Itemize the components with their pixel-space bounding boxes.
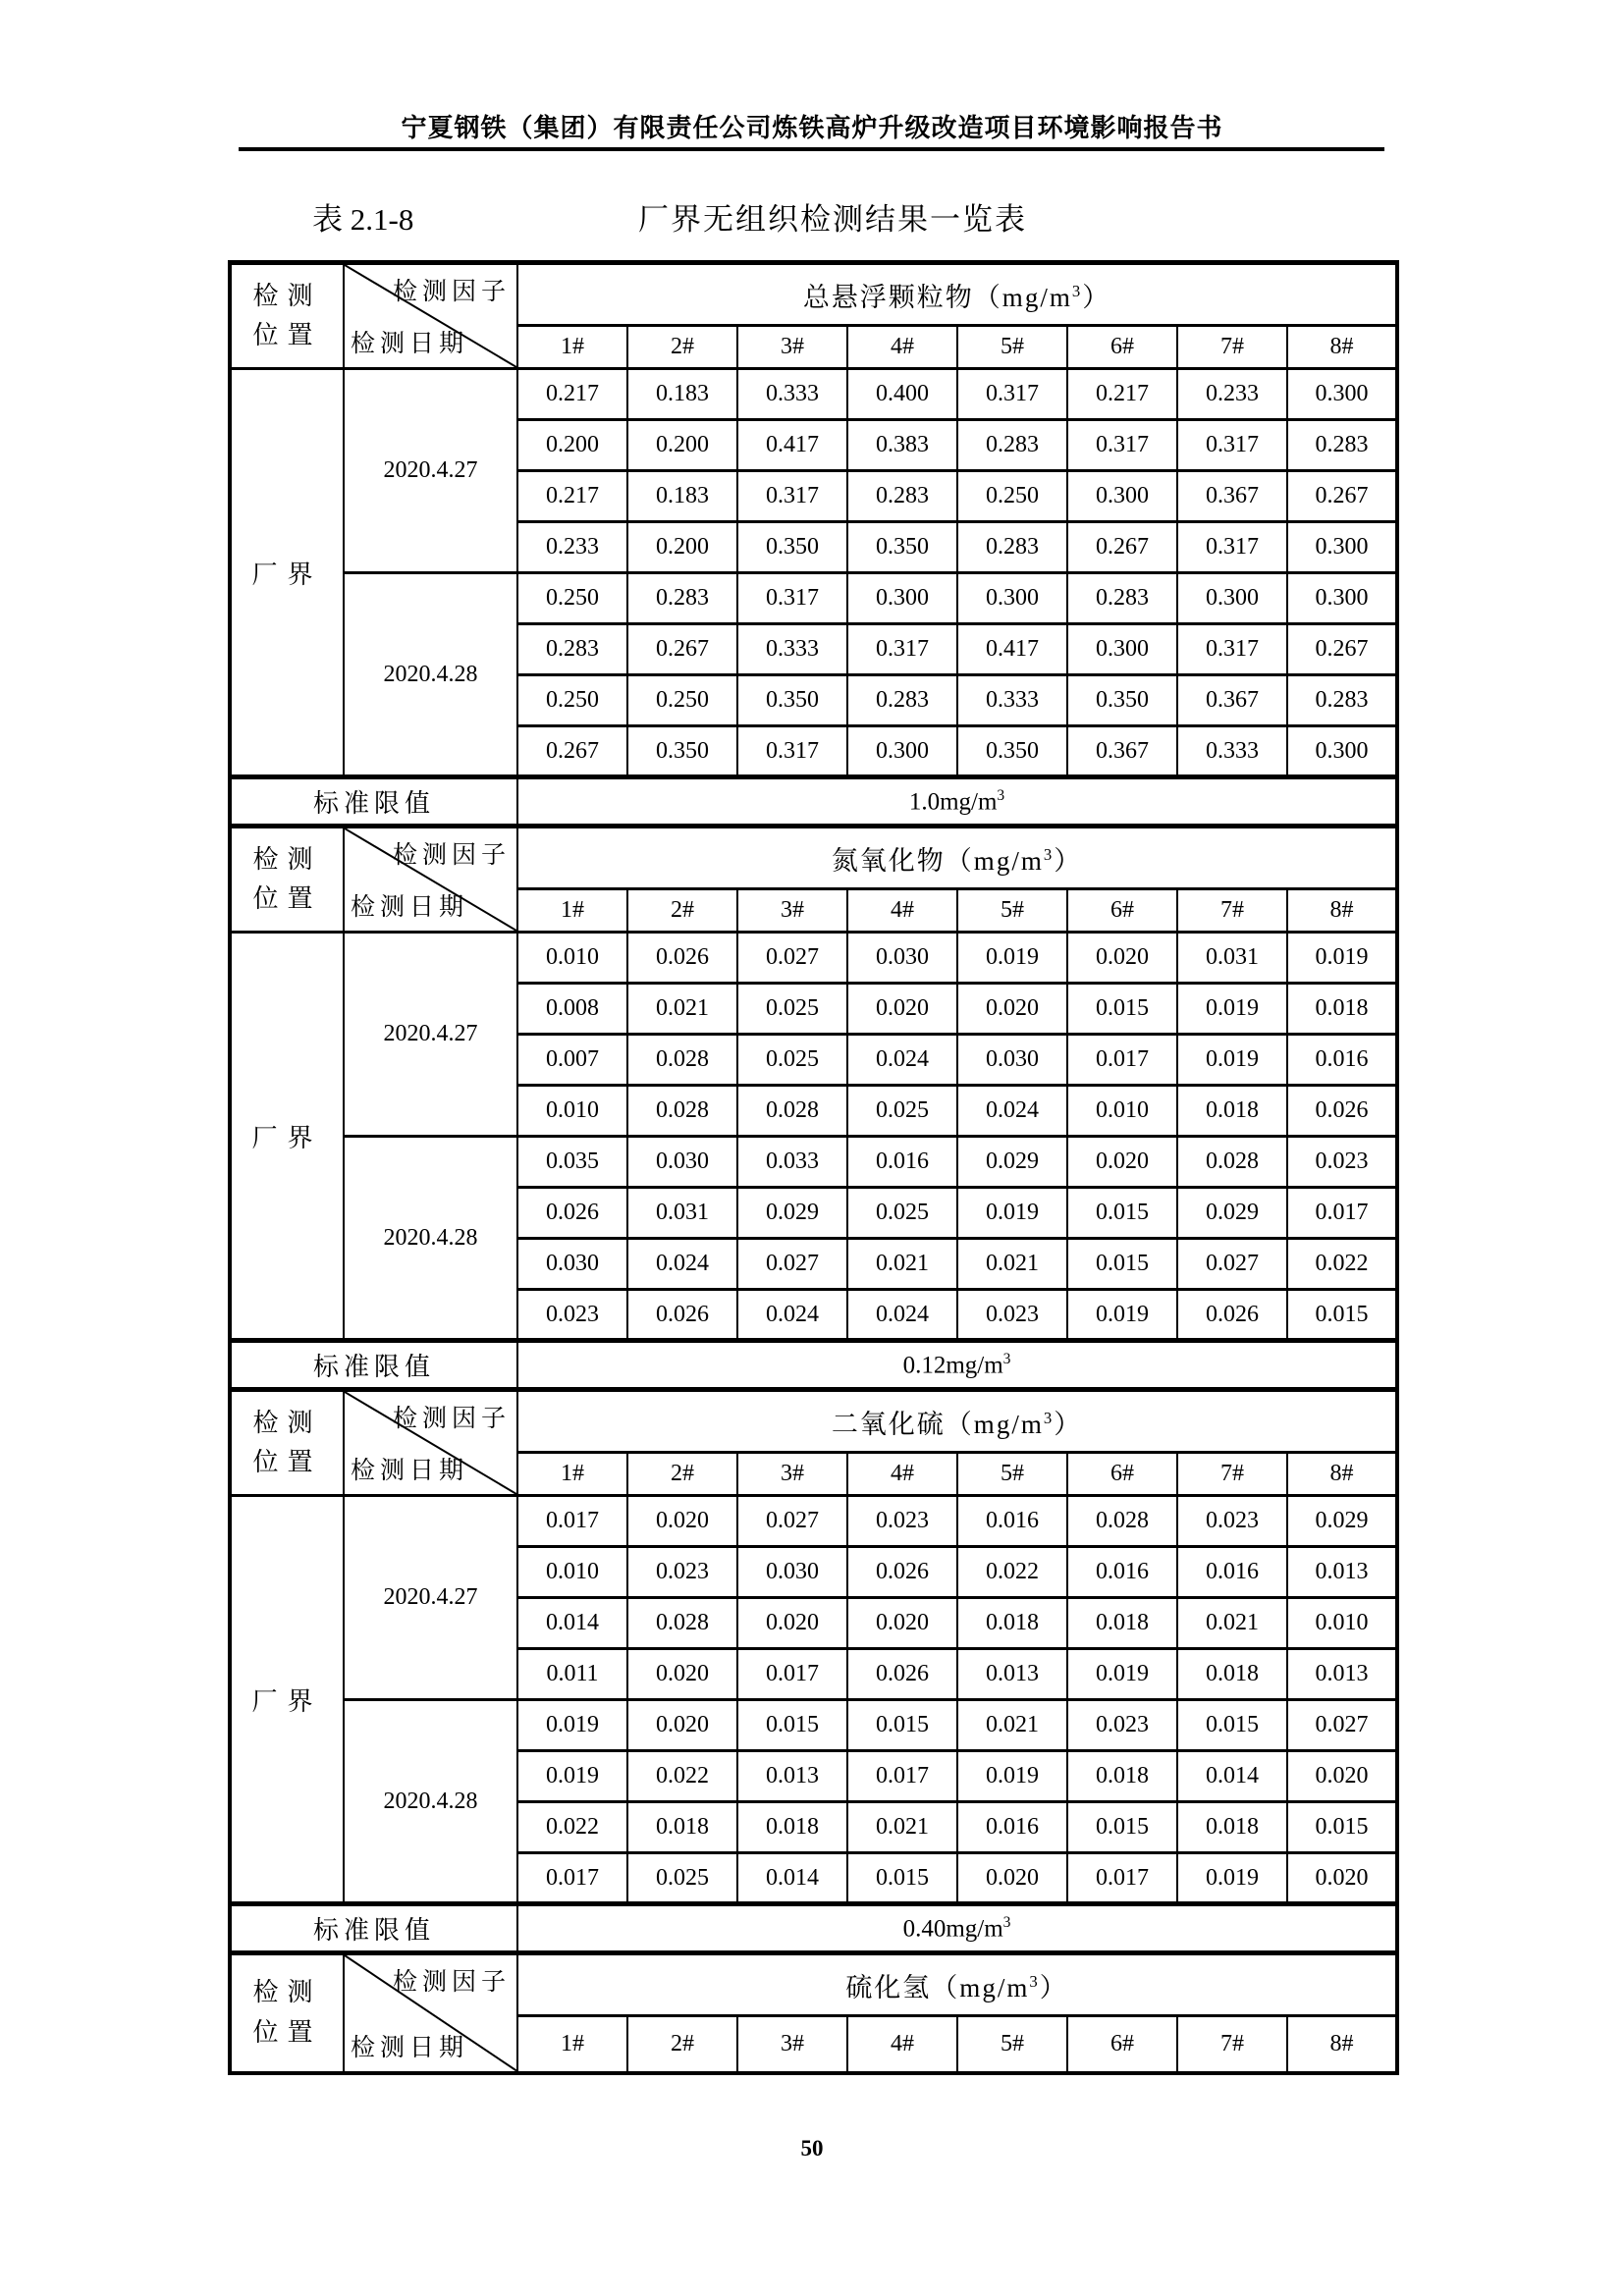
value-cell: 0.383	[847, 420, 957, 471]
value-cell: 0.350	[957, 726, 1067, 777]
value-cell: 0.027	[737, 1496, 847, 1547]
value-cell: 0.283	[847, 471, 957, 522]
value-cell: 0.021	[847, 1802, 957, 1853]
point-header-cell: 4#	[847, 1453, 957, 1496]
value-cell: 0.013	[1287, 1649, 1397, 1700]
value-cell: 0.015	[1067, 1188, 1177, 1239]
value-cell: 0.033	[737, 1137, 847, 1188]
value-cell: 0.028	[737, 1086, 847, 1137]
value-cell: 0.022	[957, 1547, 1067, 1598]
value-cell: 0.035	[517, 1137, 627, 1188]
point-header-cell: 1#	[517, 2016, 627, 2073]
factor-date-corner-cell	[344, 263, 517, 369]
date-header-label: 检测日期	[351, 894, 469, 921]
value-cell: 0.010	[517, 1086, 627, 1137]
point-header-cell: 4#	[847, 326, 957, 369]
value-cell: 0.031	[627, 1188, 737, 1239]
value-cell: 0.233	[1177, 369, 1287, 420]
pollutant-header-cell: 总悬浮颗粒物$(mg/m^3)$	[517, 263, 1397, 326]
position-header-label: 检测位置	[252, 1408, 322, 1476]
value-cell: 0.300	[1287, 522, 1397, 573]
value-cell: 0.283	[847, 675, 957, 726]
value-cell: 0.018	[1177, 1086, 1287, 1137]
value-cell: 0.217	[517, 471, 627, 522]
limit-row	[230, 1341, 1397, 1390]
date-cell: 2020.4.28	[344, 1137, 517, 1341]
factor-date-corner-cell	[344, 827, 517, 933]
value-cell: 0.250	[957, 471, 1067, 522]
point-header-cell: 1#	[517, 1453, 627, 1496]
value-cell: 0.317	[1067, 420, 1177, 471]
value-cell: 0.019	[1177, 1035, 1287, 1086]
value-cell: 0.018	[1287, 984, 1397, 1035]
limit-label-cell: 标准限值	[230, 1904, 517, 1953]
value-cell: 0.317	[737, 573, 847, 624]
value-cell: 0.283	[1287, 675, 1397, 726]
value-cell: 0.029	[1177, 1188, 1287, 1239]
value-cell: 0.025	[737, 984, 847, 1035]
table-row	[230, 933, 1397, 984]
point-header-cell: 2#	[627, 2016, 737, 2073]
limit-label-cell: 标准限值	[230, 1341, 517, 1390]
value-cell: 0.026	[517, 1188, 627, 1239]
value-cell: 0.025	[627, 1853, 737, 1904]
value-cell: 0.300	[847, 726, 957, 777]
factor-date-corner-cell	[344, 1390, 517, 1496]
point-header-cell: 6#	[1067, 2016, 1177, 2073]
value-cell: 0.028	[627, 1035, 737, 1086]
superscript-3: 3	[1002, 1913, 1011, 1931]
date-cell: 2020.4.28	[344, 573, 517, 777]
limit-value-cell: $1.0mg/m^3$	[517, 777, 1397, 827]
value-cell: 0.019	[1177, 984, 1287, 1035]
value-cell: 0.024	[847, 1290, 957, 1341]
value-cell: 0.023	[847, 1496, 957, 1547]
page-number: 50	[800, 2136, 824, 2161]
value-cell: 0.026	[627, 933, 737, 984]
position-header-cell	[230, 263, 344, 369]
value-cell: 0.023	[1287, 1137, 1397, 1188]
factor-header-label: 检测因子	[392, 279, 511, 305]
point-header-cell: 5#	[957, 889, 1067, 933]
value-cell: 0.300	[1067, 624, 1177, 675]
value-cell: 0.019	[1067, 1290, 1177, 1341]
superscript-3: 3	[1029, 1971, 1040, 1991]
value-cell: 0.333	[1177, 726, 1287, 777]
value-cell: 0.018	[1067, 1751, 1177, 1802]
value-cell: 0.025	[847, 1188, 957, 1239]
value-cell: 0.010	[517, 1547, 627, 1598]
monitoring-table	[228, 260, 1399, 2075]
section-header-row	[230, 827, 1397, 889]
point-header-cell: 2#	[627, 326, 737, 369]
header-rule	[239, 147, 1384, 151]
value-cell: 0.350	[737, 522, 847, 573]
position-header-cell	[230, 1390, 344, 1496]
value-cell: 0.333	[957, 675, 1067, 726]
value-cell: 0.023	[627, 1547, 737, 1598]
table-row	[230, 1137, 1397, 1188]
value-cell: 0.015	[847, 1700, 957, 1751]
value-cell: 0.200	[627, 420, 737, 471]
value-cell: 0.183	[627, 471, 737, 522]
value-cell: 0.026	[627, 1290, 737, 1341]
value-cell: 0.250	[517, 675, 627, 726]
point-header-cell: 3#	[737, 326, 847, 369]
value-cell: 0.013	[957, 1649, 1067, 1700]
value-cell: 0.017	[1287, 1188, 1397, 1239]
limit-row	[230, 1904, 1397, 1953]
value-cell: 0.020	[957, 1853, 1067, 1904]
value-cell: 0.015	[1287, 1290, 1397, 1341]
table-title: 厂界无组织检测结果一览表	[638, 202, 1027, 237]
value-cell: 0.016	[957, 1496, 1067, 1547]
pollutant-header-cell: 硫化氢$(mg/m^3)$	[517, 1953, 1397, 2016]
point-header-cell: 6#	[1067, 889, 1177, 933]
value-cell: 0.250	[627, 675, 737, 726]
value-cell: 0.020	[1287, 1751, 1397, 1802]
point-header-cell: 7#	[1177, 1453, 1287, 1496]
table-row	[230, 369, 1397, 420]
value-cell: 0.417	[957, 624, 1067, 675]
value-cell: 0.010	[517, 933, 627, 984]
superscript-3: 3	[1043, 844, 1055, 864]
value-cell: 0.020	[1067, 1137, 1177, 1188]
value-cell: 0.015	[1067, 1802, 1177, 1853]
value-cell: 0.217	[517, 369, 627, 420]
value-cell: 0.250	[517, 573, 627, 624]
position-header-label: 检测位置	[252, 1978, 322, 2047]
value-cell: 0.015	[847, 1853, 957, 1904]
value-cell: 0.019	[517, 1700, 627, 1751]
value-cell: 0.267	[627, 624, 737, 675]
value-cell: 0.028	[1177, 1137, 1287, 1188]
value-cell: 0.018	[627, 1802, 737, 1853]
point-header-cell: 1#	[517, 326, 627, 369]
date-header-label: 检测日期	[351, 2034, 469, 2061]
value-cell: 0.018	[957, 1598, 1067, 1649]
value-cell: 0.317	[1177, 420, 1287, 471]
value-cell: 0.183	[627, 369, 737, 420]
value-cell: 0.030	[957, 1035, 1067, 1086]
value-cell: 0.030	[847, 933, 957, 984]
value-cell: 0.014	[517, 1598, 627, 1649]
value-cell: 0.400	[847, 369, 957, 420]
value-cell: 0.024	[847, 1035, 957, 1086]
position-header-cell	[230, 827, 344, 933]
value-cell: 0.017	[737, 1649, 847, 1700]
value-cell: 0.022	[517, 1802, 627, 1853]
limit-value-cell: $0.12mg/m^3$	[517, 1341, 1397, 1390]
value-cell: 0.021	[627, 984, 737, 1035]
value-cell: 0.022	[1287, 1239, 1397, 1290]
value-cell: 0.019	[1287, 933, 1397, 984]
value-cell: 0.025	[847, 1086, 957, 1137]
value-cell: 0.217	[1067, 369, 1177, 420]
superscript-3: 3	[1071, 281, 1083, 300]
value-cell: 0.028	[627, 1598, 737, 1649]
superscript-3: 3	[997, 786, 1005, 804]
value-cell: 0.350	[627, 726, 737, 777]
value-cell: 0.023	[1177, 1496, 1287, 1547]
value-cell: 0.283	[957, 522, 1067, 573]
position-header-label: 检测位置	[252, 844, 322, 913]
point-header-cell: 3#	[737, 889, 847, 933]
value-cell: 0.026	[847, 1547, 957, 1598]
point-header-cell: 5#	[957, 326, 1067, 369]
value-cell: 0.016	[1177, 1547, 1287, 1598]
value-cell: 0.018	[1177, 1649, 1287, 1700]
point-header-cell: 1#	[517, 889, 627, 933]
superscript-3: 3	[1002, 1350, 1011, 1367]
date-cell: 2020.4.28	[344, 1700, 517, 1904]
point-header-cell: 7#	[1177, 889, 1287, 933]
value-cell: 0.029	[957, 1137, 1067, 1188]
value-cell: 0.283	[1287, 420, 1397, 471]
value-cell: 0.030	[517, 1239, 627, 1290]
value-cell: 0.016	[957, 1802, 1067, 1853]
value-cell: 0.024	[737, 1290, 847, 1341]
value-cell: 0.030	[737, 1547, 847, 1598]
value-cell: 0.029	[737, 1188, 847, 1239]
value-cell: 0.010	[1287, 1598, 1397, 1649]
point-header-cell: 4#	[847, 889, 957, 933]
value-cell: 0.317	[1177, 624, 1287, 675]
value-cell: 0.007	[517, 1035, 627, 1086]
table-body	[230, 263, 1397, 2073]
table-row	[230, 573, 1397, 624]
value-cell: 0.015	[737, 1700, 847, 1751]
date-cell: 2020.4.27	[344, 1496, 517, 1700]
value-cell: 0.021	[957, 1239, 1067, 1290]
point-header-cell: 2#	[627, 889, 737, 933]
limit-label-cell: 标准限值	[230, 777, 517, 827]
value-cell: 0.300	[847, 573, 957, 624]
value-cell: 0.026	[1177, 1290, 1287, 1341]
value-cell: 0.019	[517, 1751, 627, 1802]
value-cell: 0.015	[1177, 1700, 1287, 1751]
value-cell: 0.267	[517, 726, 627, 777]
value-cell: 0.020	[627, 1496, 737, 1547]
value-cell: 0.018	[1067, 1598, 1177, 1649]
location-cell: 厂界	[230, 933, 344, 1341]
value-cell: 0.019	[957, 1188, 1067, 1239]
value-cell: 0.300	[957, 573, 1067, 624]
value-cell: 0.367	[1177, 675, 1287, 726]
value-cell: 0.020	[1067, 933, 1177, 984]
value-cell: 0.267	[1287, 471, 1397, 522]
point-header-cell: 4#	[847, 2016, 957, 2073]
value-cell: 0.021	[847, 1239, 957, 1290]
limit-row	[230, 777, 1397, 827]
point-header-cell: 6#	[1067, 326, 1177, 369]
value-cell: 0.015	[1287, 1802, 1397, 1853]
value-cell: 0.016	[1287, 1035, 1397, 1086]
value-cell: 0.267	[1067, 522, 1177, 573]
point-header-cell: 5#	[957, 1453, 1067, 1496]
value-cell: 0.028	[627, 1086, 737, 1137]
value-cell: 0.016	[1067, 1547, 1177, 1598]
value-cell: 0.017	[517, 1853, 627, 1904]
value-cell: 0.200	[517, 420, 627, 471]
value-cell: 0.020	[957, 984, 1067, 1035]
value-cell: 0.333	[737, 369, 847, 420]
value-cell: 0.020	[847, 1598, 957, 1649]
value-cell: 0.027	[1177, 1239, 1287, 1290]
point-header-cell: 8#	[1287, 1453, 1397, 1496]
value-cell: 0.017	[1067, 1853, 1177, 1904]
value-cell: 0.020	[737, 1598, 847, 1649]
value-cell: 0.021	[1177, 1598, 1287, 1649]
value-cell: 0.283	[517, 624, 627, 675]
value-cell: 0.013	[737, 1751, 847, 1802]
point-header-cell: 8#	[1287, 889, 1397, 933]
value-cell: 0.026	[1287, 1086, 1397, 1137]
value-cell: 0.350	[1067, 675, 1177, 726]
value-cell: 0.317	[847, 624, 957, 675]
value-cell: 0.015	[1067, 1239, 1177, 1290]
value-cell: 0.017	[1067, 1035, 1177, 1086]
date-cell: 2020.4.27	[344, 369, 517, 573]
point-header-cell: 3#	[737, 2016, 847, 2073]
value-cell: 0.017	[847, 1751, 957, 1802]
value-cell: 0.018	[1177, 1802, 1287, 1853]
value-cell: 0.023	[517, 1290, 627, 1341]
table-row	[230, 1496, 1397, 1547]
document-header: 宁夏钢铁（集团）有限责任公司炼铁高炉升级改造项目环境影响报告书	[401, 114, 1223, 142]
value-cell: 0.023	[1067, 1700, 1177, 1751]
pollutant-header-cell: 氮氧化物$(mg/m^3)$	[517, 827, 1397, 889]
value-cell: 0.283	[1067, 573, 1177, 624]
value-cell: 0.300	[1067, 471, 1177, 522]
value-cell: 0.011	[517, 1649, 627, 1700]
date-header-label: 检测日期	[351, 1458, 469, 1484]
point-header-cell: 2#	[627, 1453, 737, 1496]
value-cell: 0.015	[1067, 984, 1177, 1035]
superscript-3: 3	[1043, 1408, 1055, 1427]
value-cell: 0.024	[627, 1239, 737, 1290]
value-cell: 0.020	[1287, 1853, 1397, 1904]
value-cell: 0.018	[737, 1802, 847, 1853]
value-cell: 0.300	[1287, 573, 1397, 624]
value-cell: 0.022	[627, 1751, 737, 1802]
factor-header-label: 检测因子	[392, 1406, 511, 1432]
value-cell: 0.019	[957, 933, 1067, 984]
value-cell: 0.300	[1287, 369, 1397, 420]
position-header-cell	[230, 1953, 344, 2073]
point-header-cell: 5#	[957, 2016, 1067, 2073]
factor-header-label: 检测因子	[392, 1969, 511, 1996]
section-header-row	[230, 1953, 1397, 2016]
point-header-cell: 8#	[1287, 326, 1397, 369]
point-header-cell: 7#	[1177, 326, 1287, 369]
value-cell: 0.350	[737, 675, 847, 726]
value-cell: 0.010	[1067, 1086, 1177, 1137]
date-cell: 2020.4.27	[344, 933, 517, 1137]
value-cell: 0.029	[1287, 1496, 1397, 1547]
point-header-cell: 6#	[1067, 1453, 1177, 1496]
value-cell: 0.200	[627, 522, 737, 573]
value-cell: 0.024	[957, 1086, 1067, 1137]
value-cell: 0.317	[737, 726, 847, 777]
value-cell: 0.008	[517, 984, 627, 1035]
value-cell: 0.019	[957, 1751, 1067, 1802]
value-cell: 0.026	[847, 1649, 957, 1700]
value-cell: 0.020	[847, 984, 957, 1035]
value-cell: 0.027	[1287, 1700, 1397, 1751]
value-cell: 0.300	[1177, 573, 1287, 624]
value-cell: 0.019	[1067, 1649, 1177, 1700]
value-cell: 0.023	[957, 1290, 1067, 1341]
section-header-row	[230, 1390, 1397, 1453]
factor-header-label: 检测因子	[392, 842, 511, 869]
table-row	[230, 1700, 1397, 1751]
value-cell: 0.016	[847, 1137, 957, 1188]
section-header-row	[230, 263, 1397, 326]
date-header-label: 检测日期	[351, 331, 469, 357]
value-cell: 0.317	[737, 471, 847, 522]
value-cell: 0.027	[737, 1239, 847, 1290]
value-cell: 0.283	[627, 573, 737, 624]
value-cell: 0.367	[1067, 726, 1177, 777]
value-cell: 0.267	[1287, 624, 1397, 675]
value-cell: 0.367	[1177, 471, 1287, 522]
point-header-cell: 3#	[737, 1453, 847, 1496]
value-cell: 0.283	[957, 420, 1067, 471]
value-cell: 0.233	[517, 522, 627, 573]
value-cell: 0.317	[957, 369, 1067, 420]
point-header-cell: 7#	[1177, 2016, 1287, 2073]
value-cell: 0.014	[1177, 1751, 1287, 1802]
value-cell: 0.014	[737, 1853, 847, 1904]
value-cell: 0.350	[847, 522, 957, 573]
value-cell: 0.017	[517, 1496, 627, 1547]
table-number-label: 表 2.1-8	[312, 202, 414, 237]
location-cell: 厂界	[230, 1496, 344, 1904]
value-cell: 0.019	[1177, 1853, 1287, 1904]
value-cell: 0.333	[737, 624, 847, 675]
value-cell: 0.021	[957, 1700, 1067, 1751]
limit-value-cell: $0.40mg/m^3$	[517, 1904, 1397, 1953]
point-header-cell: 8#	[1287, 2016, 1397, 2073]
location-cell: 厂界	[230, 369, 344, 777]
value-cell: 0.300	[1287, 726, 1397, 777]
value-cell: 0.020	[627, 1700, 737, 1751]
value-cell: 0.030	[627, 1137, 737, 1188]
position-header-label: 检测位置	[252, 281, 322, 349]
value-cell: 0.317	[1177, 522, 1287, 573]
value-cell: 0.028	[1067, 1496, 1177, 1547]
value-cell: 0.027	[737, 933, 847, 984]
value-cell: 0.020	[627, 1649, 737, 1700]
factor-date-corner-cell	[344, 1953, 517, 2073]
pollutant-header-cell: 二氧化硫$(mg/m^3)$	[517, 1390, 1397, 1453]
value-cell: 0.013	[1287, 1547, 1397, 1598]
value-cell: 0.025	[737, 1035, 847, 1086]
value-cell: 0.031	[1177, 933, 1287, 984]
value-cell: 0.417	[737, 420, 847, 471]
